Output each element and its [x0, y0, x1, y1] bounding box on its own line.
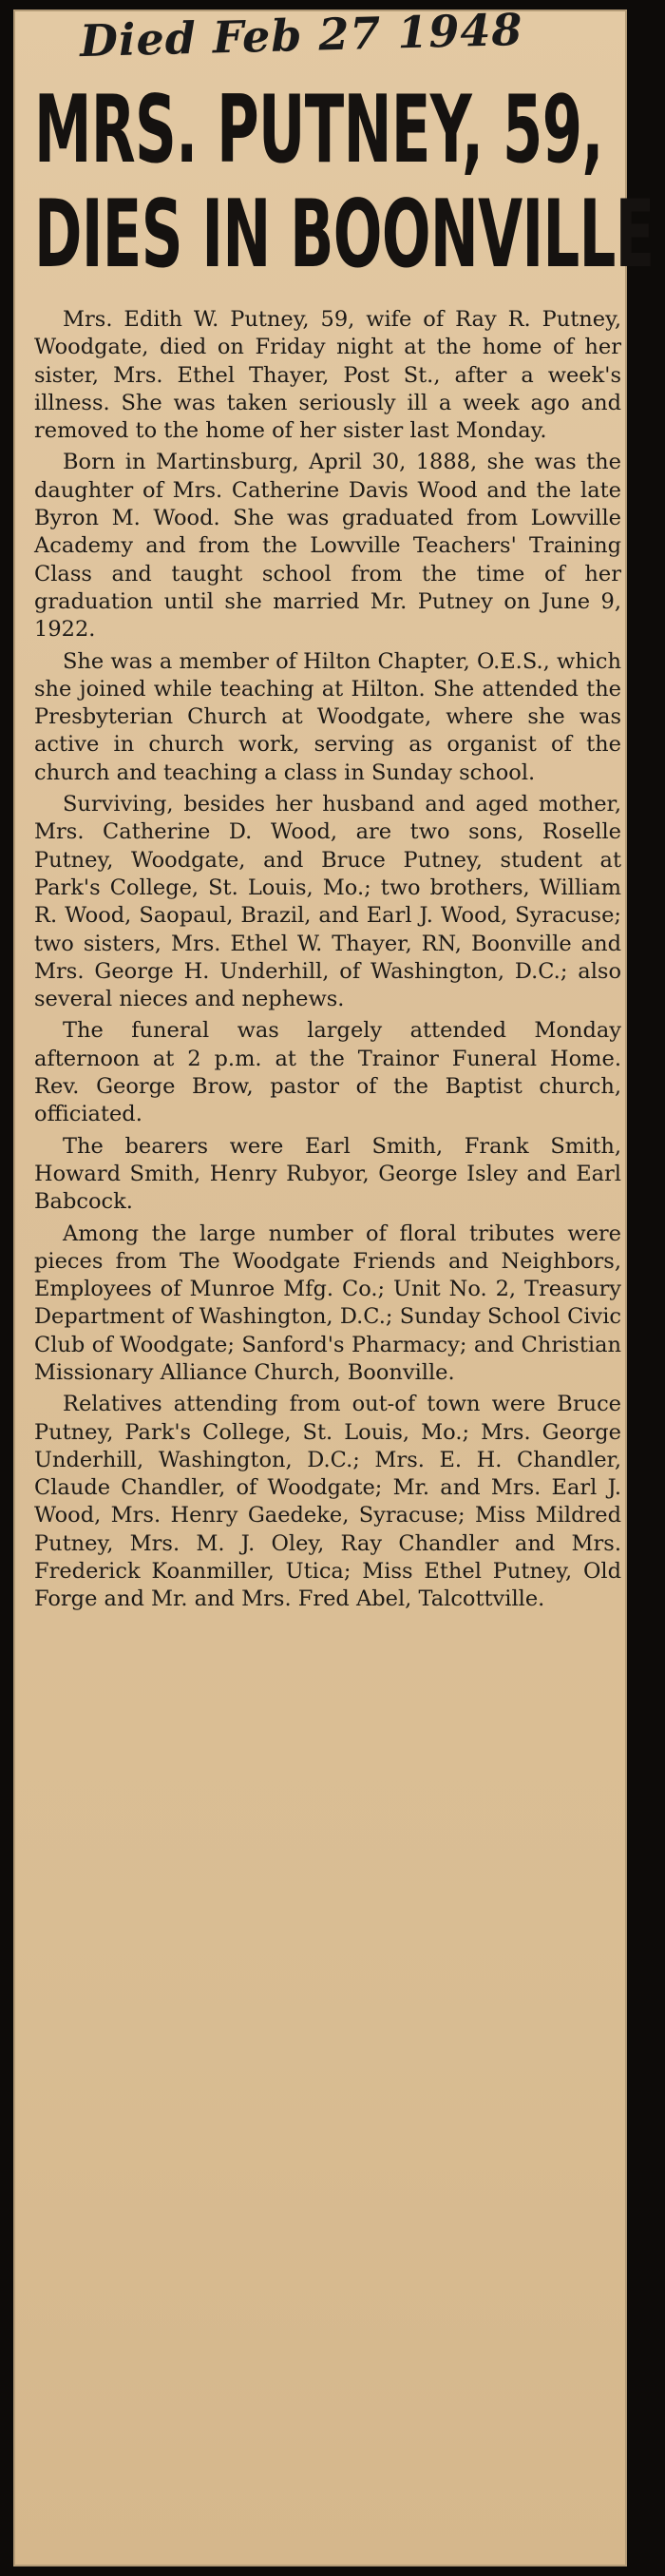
- paragraph-funeral: The funeral was largely attended Monday afternoon at 2 p.m. at the Trainor Funeral Home. Rev. George Brow, pastor of the Baptist church, officiated.: [34, 1018, 621, 1127]
- paragraph-survivors: Surviving, besides her husband and aged mother, Mrs. Catherine D. Wood, are two sons, Roselle Putney, Woodgate, and Bruce Putney, student at Park's College, St. Louis, Mo.; two brothers, William R. Wood, Saopaul, Brazil, and Earl J. Wood, Syracuse; two sisters, Mrs. Ethel W. Thayer, RN, Boonville and Mrs. George H. Underhill, of Washington, D.C.; also several nieces and nephews.: [34, 792, 621, 1012]
- paragraph-biography: Born in Martinsburg, April 30, 1888, she was the daughter of Mrs. Catherine Davis Wood and the late Byron M. Wood. She was graduated from Lowville Academy and from the Lowville Teachers' Training Class and taught school from the time of her graduation until she married Mr. Putney on June 9, 1922.: [34, 450, 621, 643]
- newspaper-clipping: [13, 3, 655, 2566]
- paragraph-bearers: The bearers were Earl Smith, Frank Smith, Howard Smith, Henry Rubyor, George Isley and Earl Babcock.: [34, 1133, 621, 1215]
- paragraph-floral-tributes: Among the large number of floral tributes were pieces from The Woodgate Friends and Neighbors, Employees of Munroe Mfg. Co.; Unit No. 2, Treasury Department of Washington, D.C.; Sunday School Civic Club of Woodgate; Sanford's Pharmacy; and Christian Missionary Alliance Church, Boonville.: [34, 1221, 621, 1385]
- handwritten-date-annotation: Died Feb 27 1948: [79, 3, 524, 67]
- headline: [34, 76, 655, 289]
- headline-line-2: DIES IN BOONVILLE: [34, 181, 655, 289]
- headline-line-1: MRS. PUTNEY, 59,: [34, 76, 603, 184]
- paragraph-death-notice: Mrs. Edith W. Putney, 59, wife of Ray R. Putney, Woodgate, died on Friday night at the home of her sister, Mrs. Ethel Thayer, Post St., after a week's illness. She was taken seriously ill a week ago and removed to the home of her sister last Monday.: [34, 307, 621, 444]
- paragraph-relatives: Relatives attending from out-of town were Bruce Putney, Park's College, St. Louis, Mo.; Mrs. George Underhill, Washington, D.C.; Mrs. E. H. Chandler, Claude Chandler, of Woodgate; Mr. and Mrs. Earl J. Wood, Mrs. Henry Gaedeke, Syracuse; Miss Mildred Putney, Mrs. M. J. Oley, Ray Chandler and Mrs. Frederick Koanmiller, Utica; Miss Ethel Putney, Old Forge and Mr. and Mrs. Fred Abel, Talcottville.: [34, 1392, 621, 1612]
- paragraph-memberships: She was a member of Hilton Chapter, O.E.S., which she joined while teaching at Hilton. She attended the Presbyterian Church at Woodgate, where she was active in church work, serving as organist of the church and teaching a class in Sunday school.: [34, 648, 621, 785]
- article-body: [34, 306, 621, 1618]
